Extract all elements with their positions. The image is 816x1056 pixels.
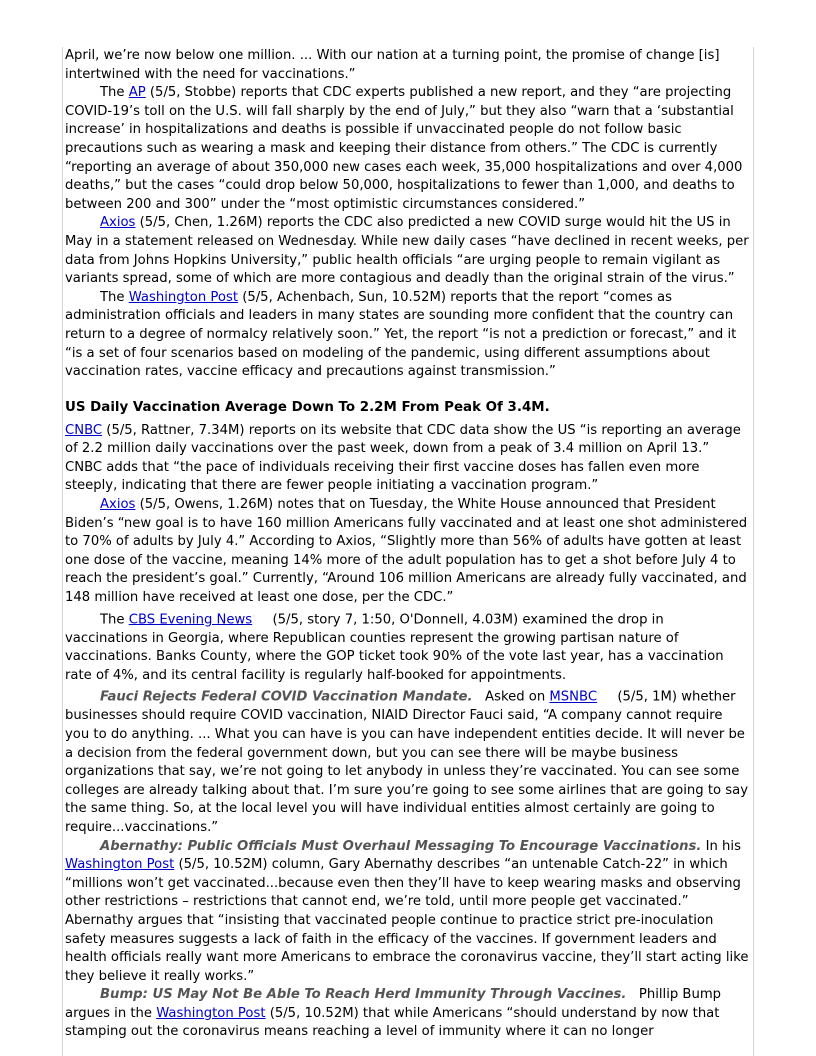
- washington-post-link[interactable]: Washington Post: [65, 857, 175, 873]
- paragraph-text: (5/5, 10.52M) column, Gary Abernathy describes “an untenable Catch-22” in which “millions won’t get vaccinated...because even then they’ll have to keep wearing masks and observing other restrictions – restrictions that cannot end, we’re told, until more people get vaccinated.” Abernathy argues that “insisting that vaccinated people continue to practice strict pre-inoculation safety measures suggests a lack of faith in the efficacy of the vaccines. If government leaders and health officials really want more Americans to embrace the coronavirus vaccine, they’ll start acting like they believe it really works.”: [65, 857, 749, 984]
- paragraph-text: The: [100, 289, 129, 305]
- paragraph-text: (5/5, Owens, 1.26M) notes that on Tuesday, the White House announced that President Biden’s “new goal is to have 160 million Americans fully vaccinated and at least one shot administered to 70% of adults by July 4.” According to Axios, “Slightly more than 56% of adults have gotten at least one dose of the vaccine, meaning 14% more of the adult population has to get a shot before July 4 to reach the president’s goal.” Currently, “Around 106 million Americans are already fully vaccinated, and 148 million have received at least one dose, per the CDC.”: [65, 497, 748, 606]
- paragraph-continuation: April, we’re now below one million. ... With our nation at a turning point, the promise of change [is] intertwined with the need for vaccinations.”: [65, 48, 720, 82]
- paragraph-text: (5/5, story 7, 1:50, O'Donnell, 4.03M) examined the drop in vaccinations in Georgia, where Republican counties represent the growing partisan nature of vaccinations. Banks County, where the GOP ticket took 90% of the vote last year, has a vaccination rate of 4%, and its central facility is regularly half-booked for appointments.: [65, 612, 724, 683]
- paragraph-text: (5/5, 1M) whether businesses should require COVID vaccination, NIAID Director Fauci said, “A company cannot require you to do anything. ... What you can have is you can have independent entities decide. It will never be a decision from the federal government down, but you can see there will be maybe business organizations that say, we’re not going to let anybody in unless they’re vaccinated. You can see some colleges are already talking about that. I’m sure you’re going to see some airlines that are going to say the same thing. So, at the local level you will have individual entities almost certainly are going to require...vaccinations.”: [65, 689, 749, 835]
- article-body: [65, 47, 750, 1042]
- paragraph-text: Asked on: [485, 689, 550, 705]
- paragraph-text: The: [100, 85, 129, 101]
- paragraph-cnbc: [65, 422, 750, 496]
- paragraph-text: In his: [705, 838, 741, 854]
- paragraph-washington-post-achenbach: [65, 289, 750, 382]
- axios-link[interactable]: Axios: [100, 497, 136, 513]
- section-heading: US Daily Vaccination Average Down To 2.2M From Peak Of 3.4M.: [65, 399, 550, 415]
- media-marker-icon: ◦: [252, 612, 256, 620]
- paragraph-text: The: [100, 612, 129, 628]
- cbs-evening-news-link[interactable]: CBS Evening News: [128, 612, 253, 628]
- paragraph-text: (5/5, 10.52M) that while Americans “should understand by now that stamping out the coronavirus means reaching a level of immunity where it can no longer: [65, 1005, 720, 1040]
- paragraph-fauci: [65, 685, 750, 837]
- document-page: [62, 47, 754, 1056]
- paragraph-bump: [65, 986, 750, 1042]
- lead-in: Abernathy: Public Officials Must Overhaul Messaging To Encourage Vaccinations.: [100, 838, 702, 854]
- lead-in: Bump: US May Not Be Able To Reach Herd Immunity Through Vaccines.: [100, 987, 627, 1003]
- washington-post-link[interactable]: Washington Post: [128, 289, 239, 305]
- paragraph-axios-owens: [65, 496, 750, 608]
- paragraph-cbs: [65, 608, 750, 686]
- ap-link[interactable]: AP: [128, 85, 146, 101]
- paragraph-text: (5/5, Rattner, 7.34M) reports on its website that CDC data show the US “is reporting an average of 2.2 million daily vaccinations over the past week, down from a peak of 3.4 million on April 13.” CNBC adds that “the pace of individuals receiving their first vaccine doses has fallen even more steeply, indicating that there are fewer people initiating a vaccination program.”: [65, 422, 741, 494]
- cnbc-link[interactable]: CNBC: [65, 422, 103, 438]
- media-marker-icon: ◦: [597, 690, 601, 698]
- lead-in: Fauci Rejects Federal COVID Vaccination Mandate.: [100, 689, 473, 705]
- paragraph-text: (5/5, Stobbe) reports that CDC experts published a new report, and they “are projecting COVID-19’s toll on the U.S. will fall sharply by the end of July,” but they also “warn that a ‘substantial increase’ in hospitalizations and deaths is possible if unvaccinated people do not follow basic precautions such as wearing a mask and keeping their distance from others.” The CDC is currently “reporting an average of about 350,000 new cases each week, 35,000 hospitalizations and over 4,000 deaths,” but the cases “could drop below 50,000, hospitalizations to fewer than 1,000, and deaths to between 200 and 300” under the “most optimistic circumstances considered.”: [65, 85, 743, 212]
- axios-link[interactable]: Axios: [100, 215, 136, 231]
- paragraph-ap: [65, 84, 750, 214]
- paragraph-text: (5/5, Achenbach, Sun, 10.52M) reports that the report “comes as administration officials and leaders in many states are sounding more confident that the country can return to a degree of normalcy relatively soon.” Yet, the report “is not a prediction or forecast,” and it “is a set of four scenarios based on modeling of the pandemic, using different assumptions about vaccination rates, vaccine efficacy and precautions against transmission.”: [65, 289, 737, 380]
- msnbc-link[interactable]: MSNBC: [549, 689, 598, 705]
- paragraph-axios-chen: [65, 214, 750, 288]
- paragraph-abernathy: [65, 838, 750, 987]
- washington-post-link[interactable]: Washington Post: [156, 1005, 266, 1021]
- paragraph-text: (5/5, Chen, 1.26M) reports the CDC also predicted a new COVID surge would hit the US in May in a statement released on Wednesday. While new daily cases “have declined in recent weeks, per data from Johns Hopkins University,” public health officials “are urging people to remain vigilant as variants spread, some of which are more contagious and deadly than the original strain of the virus.”: [65, 215, 749, 287]
- paragraph-text: Phillip Bump argues in the: [65, 987, 722, 1021]
